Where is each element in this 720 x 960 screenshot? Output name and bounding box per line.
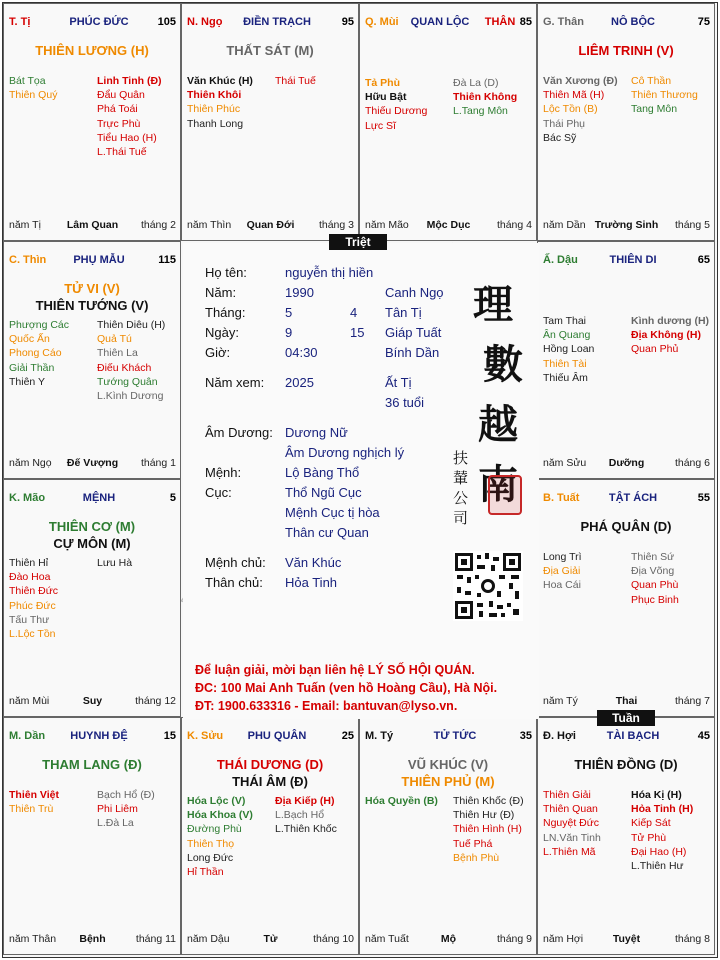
- left-star-column: [9, 788, 59, 816]
- minor-star: Quả Tú: [97, 333, 132, 346]
- palace-footer: [9, 457, 176, 471]
- minor-star: Đường Phù: [187, 823, 242, 836]
- label-hour: Giờ:: [205, 345, 231, 360]
- right-star-column: [631, 788, 693, 873]
- minor-star: L.Kình Dương: [97, 390, 164, 403]
- minor-star: Thiên Thọ: [187, 837, 235, 850]
- value-hour-canchi: Bính Dần: [385, 345, 440, 360]
- minor-star: Hoa Cái: [543, 579, 581, 592]
- palace-stage: Tuyệt: [612, 933, 641, 945]
- palace-year: năm Thân: [9, 933, 57, 945]
- minor-star: Địa Giải: [543, 565, 581, 578]
- palace-number: 105: [157, 16, 176, 28]
- left-star-column: [365, 794, 438, 808]
- value-month-solar: 5: [285, 305, 293, 320]
- right-star-column: [275, 794, 337, 837]
- minor-star: Lưu Hà: [97, 557, 133, 569]
- minor-star: Bệnh Phù: [453, 851, 500, 864]
- palace-month: tháng 7: [674, 695, 710, 707]
- minor-star: Thiên Khốc (Đ): [453, 795, 524, 807]
- palace-name: TỬ TỨC: [433, 730, 477, 742]
- minor-star: LN.Văn Tinh: [543, 831, 601, 844]
- value-amduong-note: Âm Dương nghịch lý: [285, 445, 405, 460]
- palace-name: MỆNH: [82, 492, 116, 504]
- palace-number: 95: [341, 16, 354, 28]
- major-stars: [182, 756, 358, 790]
- palace-year: năm Dậu: [187, 933, 230, 945]
- minor-star: Lộc Tồn (B): [543, 103, 598, 116]
- palace-stage: Thai: [615, 695, 638, 707]
- right-star-column: [275, 74, 316, 88]
- major-star: THAM LANG (Đ): [42, 757, 142, 772]
- value-than-chu: Hỏa Tinh: [285, 575, 338, 590]
- minor-star: Thiên Phúc: [187, 103, 241, 116]
- major-star: THIÊN PHỦ (M): [401, 774, 495, 789]
- palace-branch: Ấ. Dậu: [543, 254, 578, 266]
- minor-star: Văn Khúc (H): [187, 75, 253, 87]
- label-menh-chu: Mệnh chủ:: [205, 555, 266, 570]
- value-hour: 04:30: [285, 345, 318, 360]
- minor-star: L.Thiên Khốc: [275, 823, 337, 836]
- major-star: THIÊN TƯỚNG (V): [35, 298, 149, 313]
- palace-number: 115: [158, 254, 176, 266]
- palace-month: tháng 12: [135, 695, 176, 707]
- major-star: CỰ MÔN (M): [53, 536, 131, 551]
- right-star-column: [97, 74, 162, 159]
- palace-month: tháng 2: [140, 219, 176, 231]
- major-star: VŨ KHÚC (V): [407, 757, 489, 772]
- major-stars: [538, 518, 714, 535]
- minor-star: Thiên Hỉ: [9, 557, 49, 569]
- minor-star: L.Lộc Tồn: [9, 628, 56, 641]
- palace-footer: [9, 695, 176, 709]
- value-day-canchi: Giáp Tuất: [385, 325, 442, 340]
- minor-star: Đẩu Quân: [97, 89, 145, 102]
- minor-star: Thiên Không: [453, 91, 518, 104]
- palace-name: ĐIỀN TRẠCH: [243, 16, 311, 28]
- minor-star: Hóa Quyền (B): [365, 795, 438, 807]
- minor-star: Kình dương (H): [631, 315, 710, 327]
- palace-year: năm Tị: [9, 219, 41, 231]
- label-name: Họ tên:: [205, 265, 247, 280]
- major-star: PHÁ QUÂN (D): [580, 519, 672, 534]
- minor-star: L.Đà La: [97, 817, 134, 830]
- major-star: THIÊN CƠ (M): [48, 519, 136, 534]
- minor-star: Đào Hoa: [9, 571, 51, 584]
- palace-footer: [543, 695, 710, 709]
- value-view-year-canchi: Ất Tị: [385, 375, 412, 390]
- palace-year: năm Dần: [543, 219, 586, 231]
- label-than-chu: Thân chủ:: [205, 575, 263, 590]
- palace-cell: [3, 717, 181, 955]
- palace-year: năm Sửu: [543, 457, 587, 469]
- minor-star: Ân Quang: [543, 329, 591, 342]
- major-star: THIÊN ĐỒNG (D): [574, 757, 678, 772]
- palace-cell: [181, 3, 359, 241]
- palace-cell: [181, 717, 359, 955]
- right-star-column: [97, 556, 132, 570]
- minor-star: Thiên Trù: [9, 803, 54, 816]
- minor-star: Tấu Thư: [9, 613, 50, 626]
- major-star: THÁI DƯƠNG (D): [216, 757, 324, 772]
- palace-cell: [537, 241, 715, 479]
- minor-star: Hóa Lộc (V): [187, 795, 246, 807]
- minor-star: Thiên Quan: [543, 803, 598, 816]
- minor-star: Tam Thai: [543, 315, 586, 327]
- left-star-column: [187, 74, 253, 131]
- palace-year: năm Thìn: [187, 219, 232, 231]
- palace-name: PHU QUÂN: [247, 730, 307, 742]
- palace-number: 5: [169, 492, 176, 504]
- left-star-column: [9, 556, 58, 641]
- left-star-column: [543, 550, 582, 593]
- palace-stage: Mộ: [440, 933, 457, 945]
- palace-cell: [537, 3, 715, 241]
- major-stars: [4, 280, 180, 314]
- minor-star: Thiên La: [97, 347, 138, 360]
- right-star-column: [453, 794, 524, 865]
- left-star-column: [543, 788, 601, 859]
- minor-star: Quốc Ấn: [9, 333, 50, 346]
- palace-cell: [3, 3, 181, 241]
- value-menh-chu: Văn Khúc: [285, 555, 342, 570]
- major-star: TỬ VI (V): [64, 281, 120, 296]
- right-star-column: [97, 788, 155, 831]
- value-month-canchi: Tân Tị: [385, 305, 422, 320]
- palace-month: tháng 10: [313, 933, 354, 945]
- palace-number: 35: [519, 730, 532, 742]
- major-star: THẤT SÁT (M): [226, 43, 314, 58]
- minor-star: Bạch Hổ (Đ): [97, 789, 155, 801]
- minor-star: Phượng Các: [9, 319, 70, 331]
- palace-footer: [543, 457, 710, 471]
- palace-footer: [543, 219, 710, 233]
- palace-stage: Bệnh: [79, 933, 106, 945]
- palace-month: tháng 9: [496, 933, 532, 945]
- minor-star: L.Tang Môn: [453, 105, 508, 118]
- minor-star: L.Thiên Hư: [631, 860, 684, 873]
- minor-star: Tiểu Hao (H): [97, 131, 157, 144]
- minor-star: Địa Kiếp (H): [275, 795, 335, 807]
- major-star: THIÊN LƯƠNG (H): [35, 43, 149, 58]
- minor-star: Thanh Long: [187, 117, 244, 130]
- palace-number: 55: [697, 492, 710, 504]
- palace-branch: C. Thìn: [9, 254, 47, 266]
- calligraphy-small: 扶 輦 公 司: [453, 449, 469, 527]
- label-menh: Mệnh:: [205, 465, 242, 480]
- minor-star: Tướng Quân: [97, 375, 158, 388]
- palace-stage: Mộc Dục: [426, 219, 471, 231]
- minor-star: L.Thái Tuế: [97, 146, 147, 159]
- footer-line-2: ĐC: 100 Mai Anh Tuấn (ven hồ Hoàng Cầu), Hà Nội.: [195, 681, 498, 695]
- footer-line-1: Để luận giải, mời bạn liên hệ LÝ SỐ HỘI QUÁN.: [195, 663, 475, 677]
- palace-month: tháng 1: [140, 457, 176, 469]
- palace-name: TẬT ÁCH: [608, 492, 658, 504]
- minor-star: Long Trì: [543, 551, 582, 563]
- minor-star: Thiên Y: [9, 375, 45, 388]
- palace-number: 45: [697, 730, 710, 742]
- minor-star: Tử Phù: [631, 831, 667, 844]
- minor-star: Quan Phủ: [631, 343, 679, 356]
- label-year: Năm:: [205, 285, 237, 300]
- tuan-tag: Tuần: [597, 710, 655, 726]
- palace-branch: Đ. Hợi: [543, 730, 576, 742]
- palace-year: năm Mùi: [9, 695, 50, 707]
- palace-name: THIÊN DI: [609, 254, 657, 266]
- palace-name: PHÚC ĐỨC: [69, 16, 129, 28]
- minor-star: Điếu Khách: [97, 361, 152, 374]
- value-age: 36 tuổi: [385, 395, 425, 410]
- palace-month: tháng 3: [318, 219, 354, 231]
- left-star-column: [365, 76, 427, 133]
- major-stars: [4, 518, 180, 552]
- calligraphy-char-3: 越: [478, 401, 518, 448]
- minor-star: Phục Binh: [631, 593, 679, 606]
- palace-number: 15: [163, 730, 176, 742]
- minor-star: Nguyệt Đức: [543, 817, 600, 830]
- palace-branch: M. Dần: [9, 730, 46, 742]
- label-cuc: Cục:: [205, 485, 232, 500]
- minor-star: Kiếp Sát: [631, 817, 671, 830]
- label-view-year: Năm xem:: [205, 375, 265, 390]
- palace-stage: Trường Sinh: [594, 219, 659, 231]
- palace-footer: [365, 933, 532, 947]
- minor-star: Bát Tọa: [9, 75, 46, 87]
- palace-name: TÀI BẠCH: [606, 730, 660, 742]
- center-panel: [183, 243, 539, 719]
- palace-footer: [187, 219, 354, 233]
- minor-star: Phi Liêm: [97, 803, 138, 816]
- minor-star: Phong Cáo: [9, 347, 62, 360]
- red-seal-icon: [488, 475, 522, 515]
- value-amduong: Dương Nữ: [285, 425, 348, 440]
- minor-star: Đại Hao (H): [631, 845, 687, 858]
- minor-star: Thiên Tài: [543, 357, 587, 370]
- minor-star: Địa Không (H): [631, 329, 701, 342]
- left-star-column: [9, 74, 57, 102]
- minor-star: Phúc Đức: [9, 599, 56, 612]
- palace-name: HUYNH ĐỆ: [70, 730, 128, 742]
- major-stars: [4, 42, 180, 59]
- left-star-column: [9, 318, 69, 389]
- minor-star: Thiên Thương: [631, 89, 698, 102]
- major-stars: [182, 42, 358, 59]
- value-year-canchi: Canh Ngọ: [385, 285, 444, 300]
- value-cuc: Thổ Ngũ Cục: [285, 485, 362, 500]
- minor-star: Trực Phù: [97, 117, 141, 130]
- palace-stage: Quan Đới: [246, 219, 295, 231]
- minor-star: Thái Phụ: [543, 117, 586, 130]
- minor-star: Thiên Đức: [9, 585, 59, 598]
- palace-footer: [365, 219, 532, 233]
- minor-star: Hỉ Thần: [187, 866, 224, 879]
- minor-star: Hóa Kị (H): [631, 789, 682, 801]
- minor-star: Thiếu Dương: [365, 105, 428, 118]
- value-view-year: 2025: [285, 375, 314, 390]
- minor-star: Bác Sỹ: [543, 131, 577, 144]
- minor-star: L.Thiên Mã: [543, 845, 596, 858]
- right-star-column: [631, 550, 679, 607]
- value-month-lunar: 4: [350, 305, 358, 320]
- minor-star: Thiên Giải: [543, 789, 591, 801]
- palace-footer: [9, 933, 176, 947]
- value-name: nguyễn thị hiền: [285, 265, 374, 280]
- label-month: Tháng:: [205, 305, 246, 320]
- minor-star: Địa Võng: [631, 565, 675, 578]
- label-amduong: Âm Dương:: [205, 425, 273, 440]
- minor-star: Quan Phù: [631, 579, 679, 592]
- footer-line-3: ĐT: 1900.633316 - Email: bantuvan@lyso.vn.: [195, 699, 458, 713]
- minor-star: L.Bạch Hổ: [275, 809, 325, 822]
- palace-name: NÔ BỘC: [611, 16, 655, 28]
- left-star-column: [543, 74, 618, 145]
- minor-star: Thiên Việt: [9, 789, 59, 801]
- palace-month: tháng 5: [674, 219, 710, 231]
- value-cuc-note: Mệnh Cục tị hòa: [285, 505, 380, 520]
- palace-month: tháng 8: [674, 933, 710, 945]
- palace-month: tháng 6: [674, 457, 710, 469]
- palace-footer: [9, 219, 176, 233]
- triet-tag: Triệt: [329, 234, 387, 250]
- palace-stage: Lâm Quan: [66, 219, 119, 231]
- minor-star: Long Đức: [187, 851, 234, 864]
- minor-star: Thiếu Âm: [543, 371, 588, 384]
- minor-star: Thái Tuế: [275, 75, 316, 87]
- value-than-cu: Thân cư Quan: [285, 525, 369, 540]
- palace-footer: [543, 933, 710, 947]
- palace-name: QUAN LỘC: [410, 16, 470, 28]
- minor-star: Thiên Hình (H): [453, 823, 522, 836]
- minor-star: Thiên Diêu (H): [97, 319, 166, 331]
- palace-stage: Đế Vượng: [66, 457, 119, 469]
- palace-year: năm Hợi: [543, 933, 584, 945]
- minor-star: Phá Toái: [97, 103, 138, 116]
- palace-year: năm Tuất: [365, 933, 409, 945]
- minor-star: Thiên Sứ: [631, 551, 675, 563]
- palace-number: 65: [697, 254, 710, 266]
- major-stars: [4, 756, 180, 773]
- right-star-column: [453, 76, 517, 119]
- palace-branch: G. Thân: [543, 16, 584, 28]
- minor-star: Linh Tinh (Đ): [97, 75, 162, 87]
- minor-star: Tang Môn: [631, 103, 678, 116]
- left-star-column: [187, 794, 253, 879]
- minor-star: Hữu Bật: [365, 91, 407, 104]
- palace-cell: [537, 717, 715, 955]
- calligraphy-char-1: 理: [473, 281, 513, 328]
- palace-footer: [187, 933, 354, 947]
- palace-branch: T. Tị: [9, 16, 31, 28]
- palace-year: năm Ngọ: [9, 457, 52, 469]
- palace-branch: K. Sửu: [187, 730, 224, 742]
- qr-code-icon: [453, 551, 523, 621]
- minor-star: Văn Xương (Đ): [543, 75, 618, 87]
- minor-star: Tả Phù: [365, 77, 401, 89]
- left-star-column: [543, 314, 594, 385]
- palace-name: PHỤ MẪU: [73, 254, 125, 266]
- minor-star: Lực Sĩ: [365, 119, 396, 132]
- major-stars: [360, 756, 536, 790]
- palace-branch: Q. Mùi: [365, 16, 399, 28]
- calligraphy-char-2: 數: [483, 341, 523, 388]
- value-day-lunar: 15: [350, 325, 365, 340]
- minor-star: Giải Thần: [9, 361, 55, 374]
- palace-branch: K. Mão: [9, 492, 46, 504]
- value-day-solar: 9: [285, 325, 293, 340]
- palace-year: năm Tý: [543, 695, 578, 707]
- palace-number: 75: [697, 16, 710, 28]
- palace-stage: Dưỡng: [608, 457, 645, 469]
- palace-branch: B. Tuất: [543, 492, 580, 504]
- calligraphy-char-4: 南: [478, 461, 518, 508]
- minor-star: Hồng Loan: [543, 343, 595, 356]
- palace-than-marker: THÂN: [484, 16, 516, 28]
- horoscope-chart: [2, 2, 718, 958]
- minor-star: Thiên Khôi: [187, 89, 242, 102]
- palace-cell: [359, 3, 537, 241]
- palace-cell: [3, 241, 181, 479]
- major-star: THÁI ÂM (Đ): [232, 774, 308, 789]
- palace-number: 85: [519, 16, 532, 28]
- major-stars: [538, 42, 714, 59]
- minor-star: Thiên Hư (Đ): [453, 809, 515, 822]
- right-star-column: [631, 314, 709, 357]
- value-menh: Lộ Bàng Thổ: [285, 465, 360, 480]
- palace-branch: N. Ngọ: [187, 16, 223, 28]
- major-stars: [538, 756, 714, 773]
- minor-star: Đà La (D): [453, 77, 499, 89]
- right-star-column: [97, 318, 165, 403]
- right-star-column: [631, 74, 698, 117]
- minor-star: Cô Thần: [631, 75, 672, 87]
- palace-stage: Suy: [82, 695, 103, 707]
- label-day: Ngày:: [205, 325, 239, 340]
- minor-star: Tuế Phá: [453, 837, 493, 850]
- minor-star: Hóa Khoa (V): [187, 809, 253, 822]
- palace-cell: [537, 479, 715, 717]
- palace-month: tháng 11: [135, 933, 176, 945]
- palace-cell: [3, 479, 181, 717]
- minor-star: Hỏa Tinh (H): [631, 803, 694, 816]
- palace-month: tháng 4: [496, 219, 532, 231]
- palace-year: năm Mão: [365, 219, 409, 231]
- major-star: LIÊM TRINH (V): [578, 43, 674, 58]
- palace-branch: M. Tý: [365, 730, 394, 742]
- palace-cell: [359, 717, 537, 955]
- palace-stage: Tử: [263, 933, 278, 945]
- minor-star: Thiên Mã (H): [543, 89, 605, 102]
- minor-star: Thiên Quý: [9, 89, 58, 102]
- palace-number: 25: [341, 730, 354, 742]
- value-year: 1990: [285, 285, 314, 300]
